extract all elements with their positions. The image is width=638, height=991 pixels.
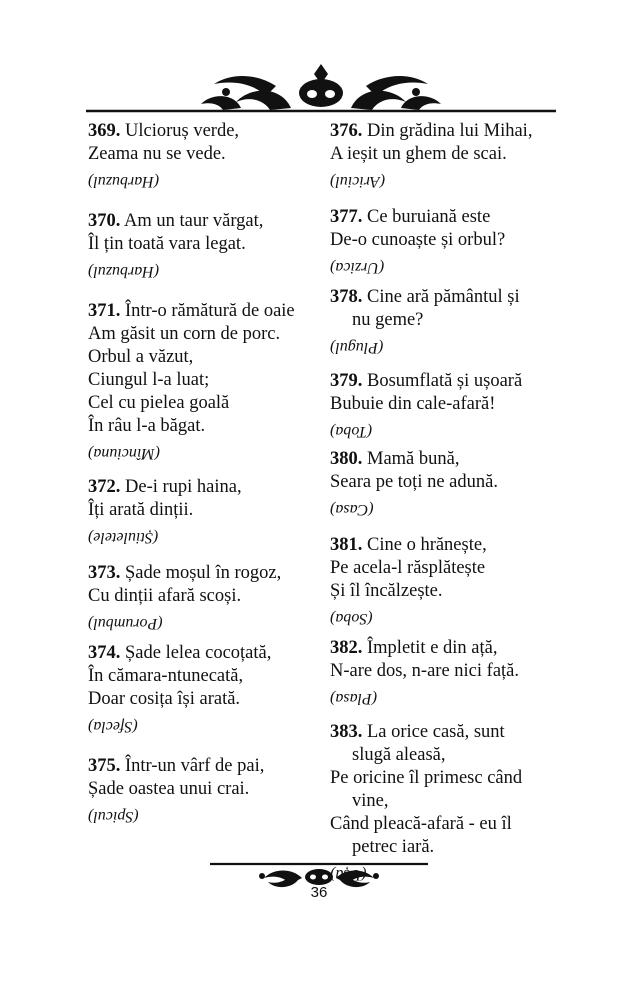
riddle-number: 372. [88,477,121,497]
riddle-number: 374. [88,643,121,663]
riddle-answer-inverted: (Plugul) [330,339,384,356]
riddle-line: Am un taur vărgat, [123,211,264,231]
riddle-line: La orice casă, sunt [367,722,505,742]
riddle-number: 376. [330,121,363,141]
riddle-line: În cămara-ntunecată, [88,666,244,686]
riddle-line: Îl țin toată vara legat. [88,234,246,254]
riddle-number: 370. [88,211,121,231]
riddle-number: 380. [330,449,363,469]
riddle-number: 373. [88,563,121,583]
riddle-line: Din grădina lui Mihai, [367,121,533,141]
riddle-answer-inverted: (Toba) [330,423,373,440]
riddle-line: Mamă bună, [367,449,460,469]
riddle-number: 377. [330,207,363,227]
riddle-answer-inverted: (Sfecla) [88,718,138,735]
riddle-line: vine, [352,791,389,811]
riddle-line: Ce buruiană este [367,207,491,227]
riddle-answer-inverted: (Urzica) [330,259,385,276]
riddle-line: Îți arată dinții. [88,500,194,520]
riddle-number: 371. [88,301,121,321]
riddle-371 [88,300,310,464]
riddle-line: Șade oastea unui crai. [88,779,250,799]
riddle-375 [88,755,310,827]
riddle-line: nu geme? [352,310,424,330]
riddle-line: Seara pe toți ne adună. [330,472,498,492]
riddle-line: Cine ară pământul și [367,287,520,307]
riddle-line: N-are dos, n-are nici față. [330,661,520,681]
riddle-379 [330,370,552,442]
riddle-373 [88,562,310,634]
riddle-line: Orbul a văzut, [88,347,194,367]
riddle-376 [330,120,552,192]
riddle-line: slugă aleasă, [352,745,446,765]
riddle-answer-inverted: (Casa) [330,501,374,518]
riddle-line: Pe oricine îl primesc când [330,768,523,788]
riddle-answer-inverted: (Spicul) [88,808,139,825]
riddle-answer-inverted: (Plasa) [330,690,378,707]
riddle-line: Împletit e din ață, [367,638,498,658]
riddle-378 [330,286,552,358]
riddle-381 [330,534,552,629]
riddle-line: A ieșit un ghem de scai. [330,144,507,164]
riddle-line: petrec iară. [352,837,435,857]
riddle-number: 369. [88,121,121,141]
top-ornament [86,58,556,120]
riddle-line: Cine o hrănește, [367,535,487,555]
page-number: 36 [310,884,328,901]
riddle-number: 381. [330,535,363,555]
riddle-number: 382. [330,638,363,658]
riddle-answer-inverted: (Harbuzul) [88,173,160,190]
riddle-answer-inverted: (Ariciul) [330,173,386,190]
riddle-line: Cel cu pielea goală [88,393,230,413]
riddle-line: Șade lelea cocoțată, [125,643,272,663]
riddle-377 [330,206,552,278]
riddle-line: De-o cunoaște și orbul? [330,230,506,250]
riddle-369 [88,120,310,192]
riddle-line: Doar cosița își arată. [88,689,241,709]
riddle-line: Cu dinții afară scoși. [88,586,242,606]
riddle-370 [88,210,310,282]
riddle-line: Bosumflată și ușoară [367,371,523,391]
riddle-answer-inverted: (Mînciuna) [88,445,160,462]
riddle-answer-inverted: (Porumbul) [88,615,163,632]
riddle-line: Zeama nu se vede. [88,144,226,164]
left-column [88,120,310,827]
riddle-line: Într-un vârf de pai, [125,756,265,776]
riddle-number: 378. [330,287,363,307]
riddle-number: 383. [330,722,363,742]
riddle-line: Când pleacă-afară - eu îl [330,814,512,834]
riddle-answer-inverted: (Știuletele) [88,529,159,546]
riddle-answer-inverted: (Soba) [330,610,373,627]
riddle-380 [330,448,552,520]
riddle-line: În râu l-a băgat. [88,416,206,436]
riddle-line: Am găsit un corn de porc. [88,324,281,344]
riddle-line: Și îl încălzește. [330,581,443,601]
riddle-line: Pe acela-l răsplătește [330,558,486,578]
riddle-number: 379. [330,371,363,391]
riddle-line: Bubuie din cale-afară! [330,394,496,414]
riddle-line: Într-o rămătură de oaie [125,301,295,321]
riddle-372 [88,476,310,548]
right-column [330,120,552,885]
riddle-line: Ulcioruș verde, [125,121,240,141]
riddle-374 [88,642,310,737]
riddle-line: Ciungul l-a luat; [88,370,210,390]
riddle-line: Șade moșul în rogoz, [125,563,282,583]
riddle-382 [330,637,552,709]
riddle-number: 375. [88,756,121,776]
riddle-answer-inverted: (Harbuzul) [88,263,160,280]
riddle-line: De-i rupi haina, [125,477,242,497]
